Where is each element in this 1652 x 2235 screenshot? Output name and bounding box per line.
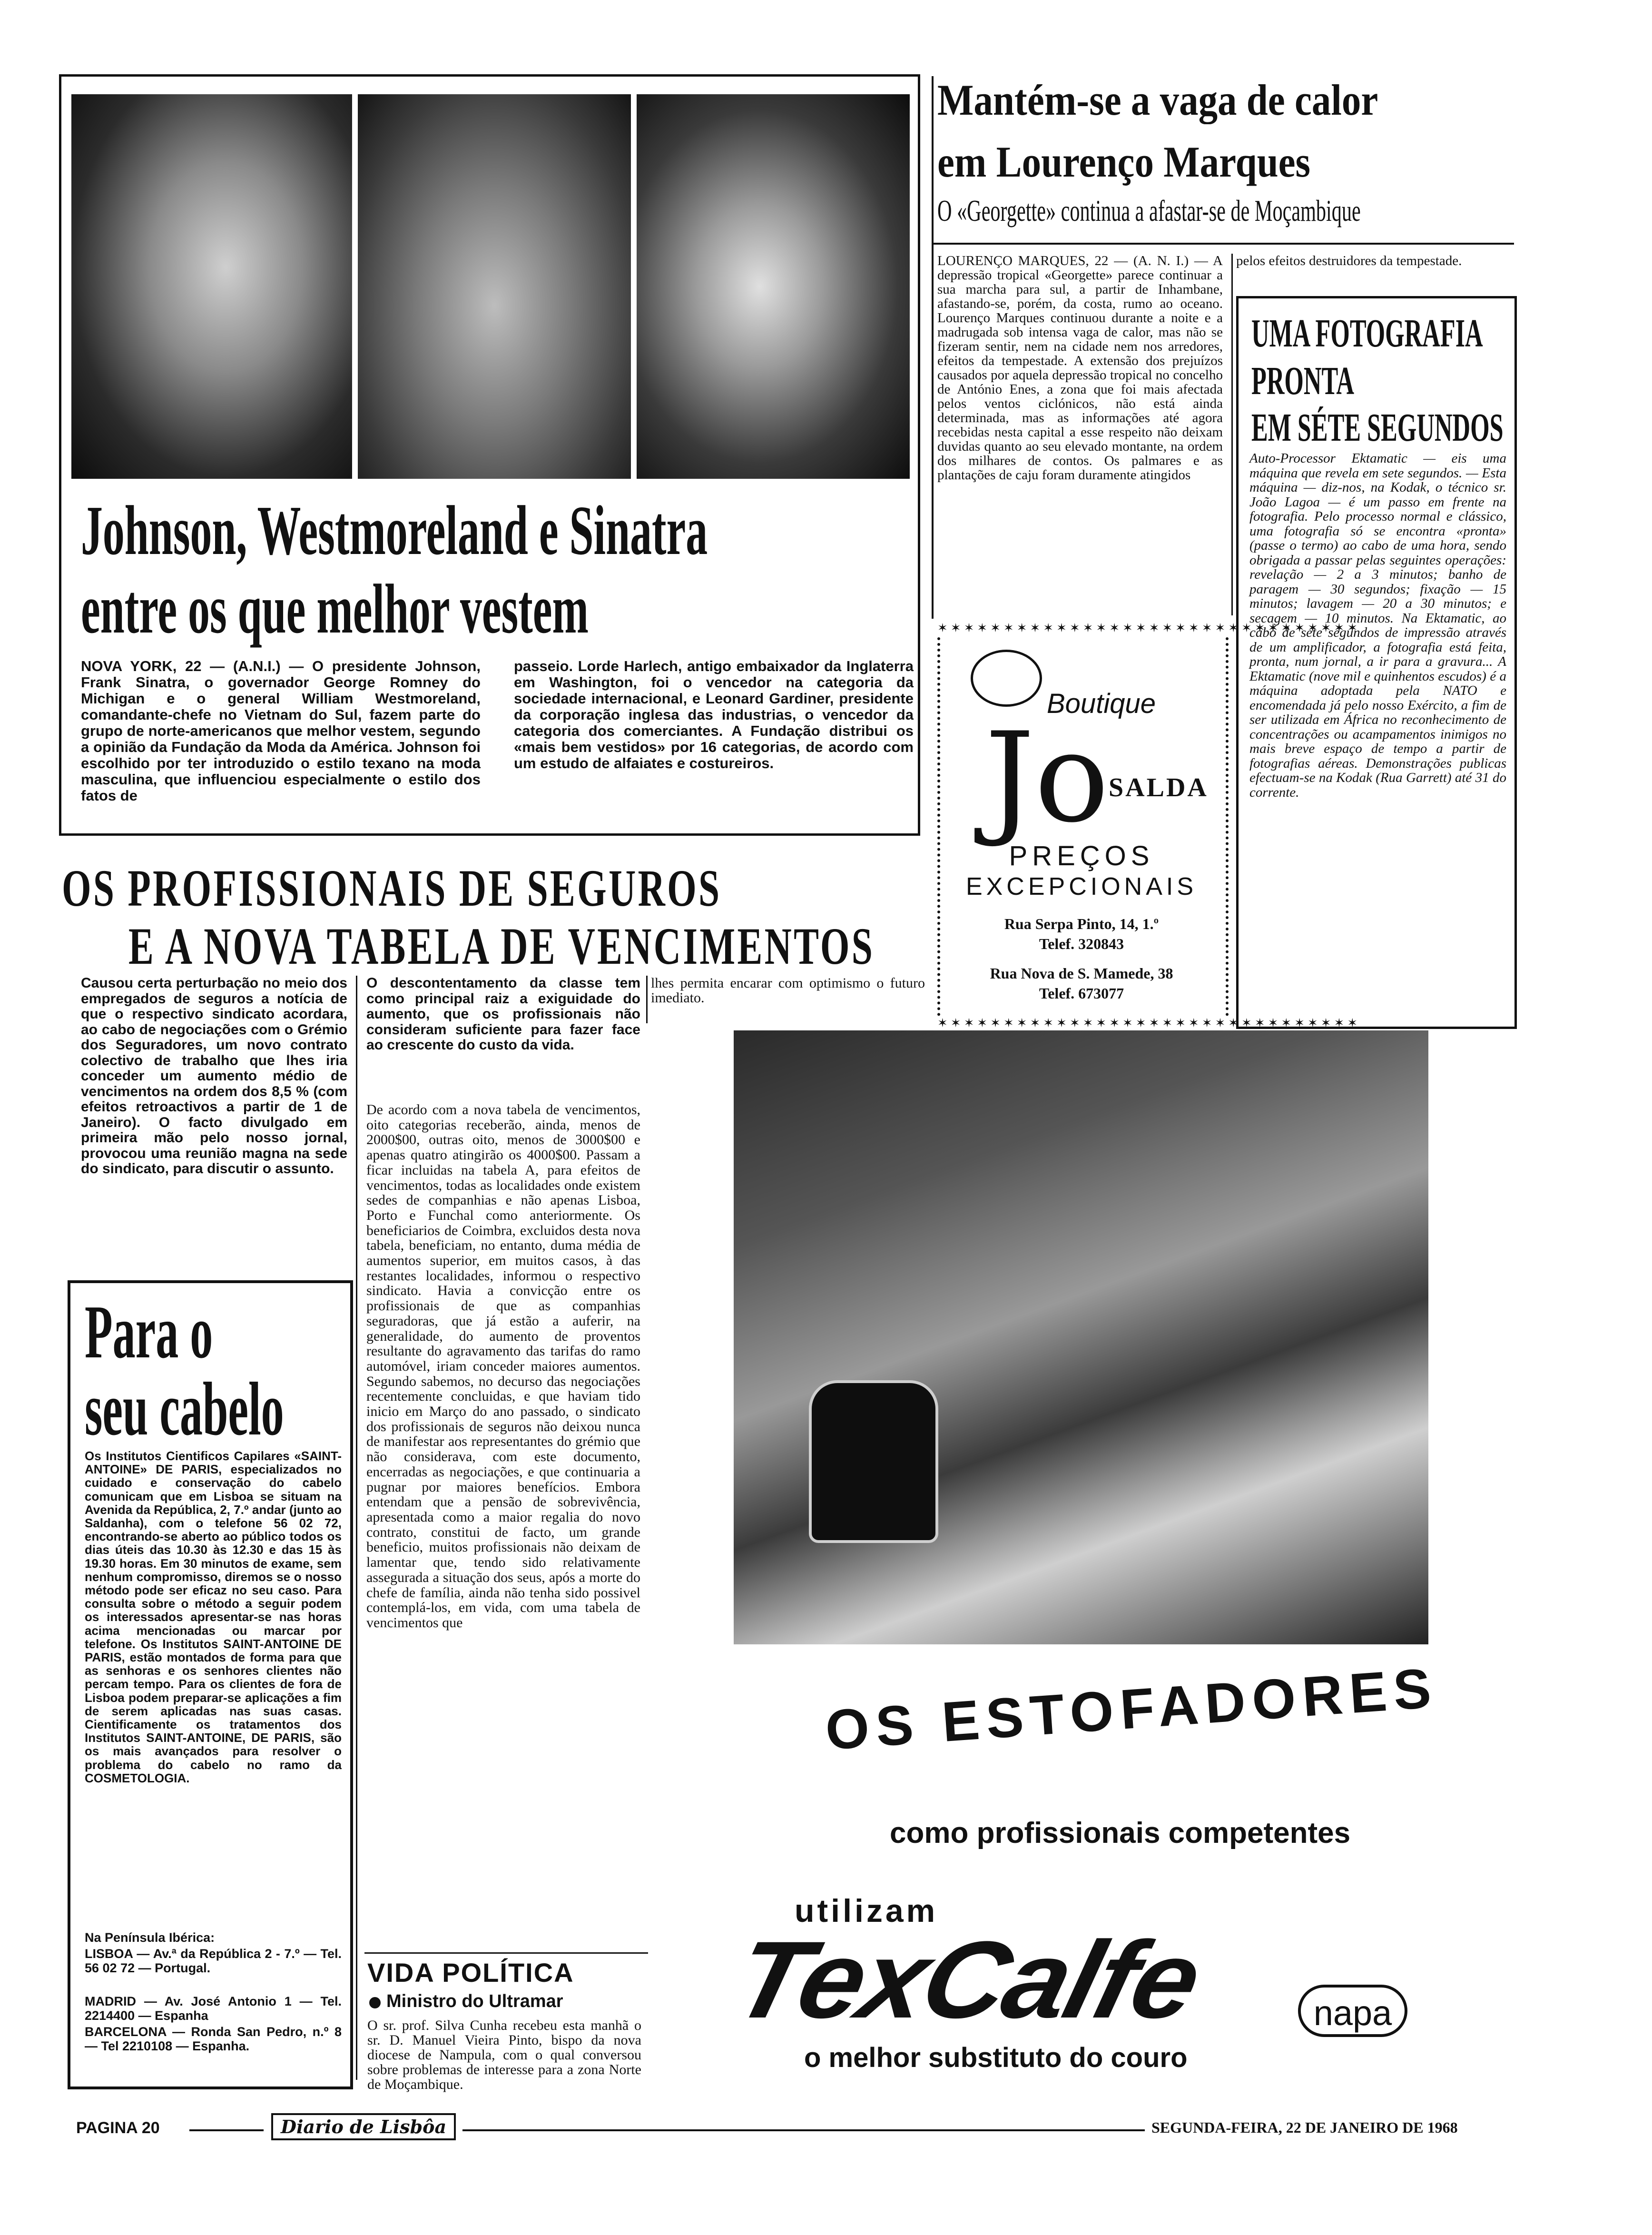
footer-date: SEGUNDA-FEIRA, 22 DE JANEIRO DE 1968 (1151, 2119, 1458, 2136)
heat-col2: pelos efeitos destruidores da tempestade. (1236, 253, 1462, 268)
footer-page-number: PAGINA 20 (76, 2119, 160, 2137)
texcalfe-workshop-photo (734, 1030, 1428, 1644)
insurance-headline-line2: E A NOVA TABELA DE VENCIMENTOS (128, 917, 875, 975)
hair-ad-madrid: MADRID — Av. José Antonio 1 — Tel. 2214400 — Espanha (85, 1994, 342, 2023)
photo-title-line2: PRONTA (1251, 359, 1355, 403)
politics-body: O sr. prof. Silva Cunha recebeu esta manhã o sr. D. Manuel Vieira Pinto, bispo da nova diocese de Nampula, com o qual conversou sobre problemas de interesse para a zona Norte de Moçambique. (367, 2017, 641, 2092)
top-headline-line2: entre os que melhor vestem (81, 570, 589, 648)
heat-headline-line1: Mantém-se a vaga de calor (937, 76, 1378, 124)
heat-left-rule (932, 76, 934, 619)
heat-subhead: O «Georgette» continua a afastar-se de Moçambique (937, 194, 1361, 227)
top-article-col2: passeio. Lorde Harlech, antigo embaixador da Inglaterra em Washington, foi o vencedor na categoria da sociedade internacional, e Leonard Gardiner, presidente da corporação inglesa das industrias, o vencedor da categoria dos comerciantes. A Fundação distribui os «mais bem vestidos» por 16 categorias, de acordo com um estudo de alfaiates e costureiros. (514, 658, 914, 771)
boutique-tel2: Telef. 673077 (1039, 985, 1124, 1002)
insurance-col-rule2 (646, 976, 648, 1023)
texcalfe-line2: como profissionais competentes (890, 1817, 1351, 1849)
insurance-col-rule1 (356, 976, 357, 2080)
insurance-col1: Causou certa perturbação no meio dos empregados de seguros a notícia de que o respectivo sindicato acordara, ao cabo de negociações com o Grémio dos Seguradores, um novo contrato colectivo de trabalho que lhes iria conceder um aumento médio de vencimentos na ordem dos 8,5 % (com efeitos retroactivos a partir de 1 de Janeiro). O facto divulgado em primeira mão pelo nosso jornal, provocou uma reunião magna na sede do sindicato, para discutir o assunto. (81, 975, 347, 1177)
heat-col1: LOURENÇO MARQUES, 22 — (A. N. I.) — A depressão tropical «Georgette» parece continuar a sua marcha para sul, a partir de Inhambane, afastando-se, porém, da costa, rumo ao oceano. Lourenço Marques continuou durante a noite e a madrugada sob intensa vaga de calor, mas não se fizeram sentir, nem na cidade nem nos arredores, efeitos da tempestade. A extensão dos prejuízos causados por aquela depressão tropical no concelho de António Enes, a zona que foi mais afectada pelos ventos ciclónicos, não está ainda determinada, mas as informações até agora recebidas nesta capital a esse respeito não deixam duvidas quanto ao seu elevado montante, na ordem dos milhares de contos. Os palmares e as plantações de caju foram duramente atingidos (937, 253, 1223, 483)
heat-col-rule (1231, 254, 1233, 615)
photo-johnson (71, 94, 352, 479)
texcalfe-tagline: o melhor substituto do couro (804, 2042, 1188, 2073)
hair-ad-peninsula: Na Península Ibérica: (85, 1930, 215, 1945)
boutique-stars-bottom: ✶✶✶✶✶✶✶✶✶✶✶✶✶✶✶✶✶✶✶✶✶✶✶✶✶✶✶✶✶✶✶✶ (937, 1016, 1361, 1030)
insurance-col2-lead: O descontentamento da classe tem como principal raiz a exiguidade do aumento, que os profissionais não consideram suficiente para fazer face ao crescente do custo da vida. (366, 975, 640, 1053)
photo-article-body: Auto-Processor Ektamatic — eis uma máquina que revela em sete segundos. — Esta máquina — diz-nos, na Kodak, o técnico sr. João Lagoa — é um passo em frente na fotografia. Pelo processo normal e clássico, uma fotografia só se encontra «pronta» (passe o termo) ao cabo de uma hora, sendo obrigada a passar pelas seguintes operações: revelação — 2 a 3 minutos; banho de paragem — 30 segundos; fixação — 15 minutos; lavagem — 20 a 30 minutos; e secagem — 10 minutos. Na Ektamatic, ao cabo de sete segundos de impressão através de um amplificador, a fotografia está feita, pronta, num jornal, a ir para a gravura... A Ektamatic (nove mil e quinhentos escudos) é a máquina adoptada pela NATO e encomendada já pelo nosso Exército, a fim de ser utilizada em África no reconhecimento de concentrações ou acampamentos inimigos no mais breve espaço de tempo a partir de fotografias aéreas. Demonstrações publicas efectuam-se na Kodak (Rua Garrett) até 31 do corrente. (1249, 451, 1506, 800)
politics-subheading: Ministro do Ultramar (386, 1991, 563, 2011)
heat-subhead-rule (934, 243, 1514, 245)
insurance-headline-line1: OS PROFISSIONAIS DE SEGUROS (62, 859, 722, 917)
hair-title-line2: seu cabelo (85, 1366, 284, 1451)
boutique-address2: Rua Nova de S. Mamede, 38 (990, 965, 1173, 982)
hair-title-line1: Para o (85, 1289, 213, 1374)
boutique-sale: SALDA (1109, 773, 1209, 802)
boutique-stars-top: ✶✶✶✶✶✶✶✶✶✶✶✶✶✶✶✶✶✶✶✶✶✶✶✶✶✶✶✶✶✶✶✶ (937, 621, 1361, 635)
boutique-prices-line2: EXCEPCIONAIS (965, 873, 1198, 900)
footer-rule-right (462, 2129, 1145, 2131)
photo-sinatra (637, 94, 910, 479)
texcalfe-chair-shape (809, 1380, 938, 1543)
boutique-logo: Jo (985, 706, 1109, 850)
hair-ad-lisboa: LISBOA — Av.ª da República 2 - 7.º — Tel. 56 02 72 — Portugal. (85, 1947, 342, 1975)
politics-bullet-icon (369, 1997, 381, 2008)
politics-heading: VIDA POLÍTICA (367, 1958, 574, 1988)
insurance-col3: lhes permita encarar com optimismo o futuro imediato. (651, 975, 925, 1006)
boutique-tel1: Telef. 320843 (1039, 935, 1124, 952)
boutique-brand: Boutique (1047, 688, 1156, 719)
texcalfe-brand-logo: TexCalfe (722, 1919, 1212, 2041)
top-headline-line1: Johnson, Westmoreland e Sinatra (81, 492, 708, 570)
boutique-stars-left (937, 637, 951, 1016)
texcalfe-badge: napa (1298, 1985, 1407, 2037)
boutique-stars-right (1215, 637, 1229, 1016)
footer-masthead: Diario de Lisbôa (271, 2113, 456, 2140)
footer-rule-left (189, 2129, 264, 2131)
photo-westmoreland (358, 94, 631, 479)
photo-title-line1: UMA FOTOGRAFIA (1251, 311, 1483, 356)
top-article-col1: NOVA YORK, 22 — (A.N.I.) — O presidente Johnson, Frank Sinatra, o governador George Romney do Michigan e o general William Westmoreland, comandante-chefe no Vietnam do Sul, fazem parte do grupo de norte-americanos que melhor vestem, segundo a opinião da Fundação da Moda da América. Johnson foi escolhido por ter introduzido o estilo texano na moda masculina, que influenciou especialmente o estilo dos fatos de (81, 658, 481, 804)
boutique-ad (937, 621, 1361, 1030)
texcalfe-line3: utilizam (795, 1893, 938, 1929)
texcalfe-line1: OS ESTOFADORES (823, 1656, 1440, 1762)
photo-title-line3: EM SÉTE SEGUNDOS (1251, 405, 1504, 450)
boutique-face-icon (971, 650, 1042, 707)
boutique-address1: Rua Serpa Pinto, 14, 1.º (1004, 915, 1159, 932)
hair-ad-barcelona: BARCELONA — Ronda San Pedro, n.º 8 — Tel 2210108 — Espanha. (85, 2025, 342, 2053)
insurance-col2: De acordo com a nova tabela de vencimentos, oito categorias receberão, ainda, menos de 2000$00, outras oito, menos de 3000$00 e apenas quatro atingirão os 4000$00. Passam a ficar incluidas na tabela A, para efeitos de vencimentos, todas as localidades onde existem sedes de companhias e não apenas Lisboa, Porto e Funchal como anteriormente. Os beneficiarios de Coimbra, excluidos desta nova tabela, beneficiam, no entanto, duma média de aumentos superior, em muitos casos, à das restantes localidades, informou o respectivo sindicato. Havia a convicção entre os profissionais de que as companhias seguradoras, que já estão a auferir, na generalidade, do aumento de proventos resultante do agravamento das tarifas do ramo automóvel, iriam conceder maiores aumentos. Segundo sabemos, no decurso das negociações recentemente concluidas, e que haviam tido inicio em Março do ano passado, o sindicato dos profissionais de seguros não deixou nunca de manifestar aos representantes do grémio que não considerava, com este documento, encerradas as negociações, e que continuaria a pugnar por maiores benefícios. Embora entendam que a pensão de sobrevivência, apresentada como a maior regalia do novo contrato, constitui de facto, um grande beneficio, muitos profissionais não deixam de lamentar que, tendo sido relativamente assegurada a situação dos seus, após a morte do chefe de família, ainda não tenha sido possivel contemplá-los, em vida, com uma tabela de vencimentos que (366, 1102, 640, 1631)
heat-headline-line2: em Lourenço Marques (937, 138, 1311, 186)
boutique-prices-line1: PREÇOS (1009, 841, 1154, 871)
politics-top-rule (364, 1952, 648, 1954)
hair-ad-body: Os Institutos Cientificos Capilares «SAINT-ANTOINE» DE PARIS, especializados no cuidado e conservação do cabelo comunicam que em Lisboa se situam na Avenida da República, 2, 7.º andar (junto ao Saldanha), com o telefone 56 02 72, encontrando-se aberto ao público todos os dias úteis das 10.30 às 12.30 e das 15 às 19.30 horas. Em 30 minutos de exame, sem nenhum compromisso, diremos se o nosso método pode ser eficaz no seu caso. Para consulta sobre o método a seguir podem os interessados apresentar-se nas horas acima mencionadas ou marcar por telefone. Os Institutos SAINT-ANTOINE DE PARIS, estão montados de forma para que as senhoras e os senhores clientes não percam tempo. Para os clientes de fora de Lisboa podem preparar-se aplicações a fim de serem aplicadas nas suas casas. Cientificamente os tratamentos dos Institutos SAINT-ANTOINE, DE PARIS, são os mais avançados para resolver o problema do cabelo no ramo da COSMETOLOGIA. (85, 1449, 342, 1785)
